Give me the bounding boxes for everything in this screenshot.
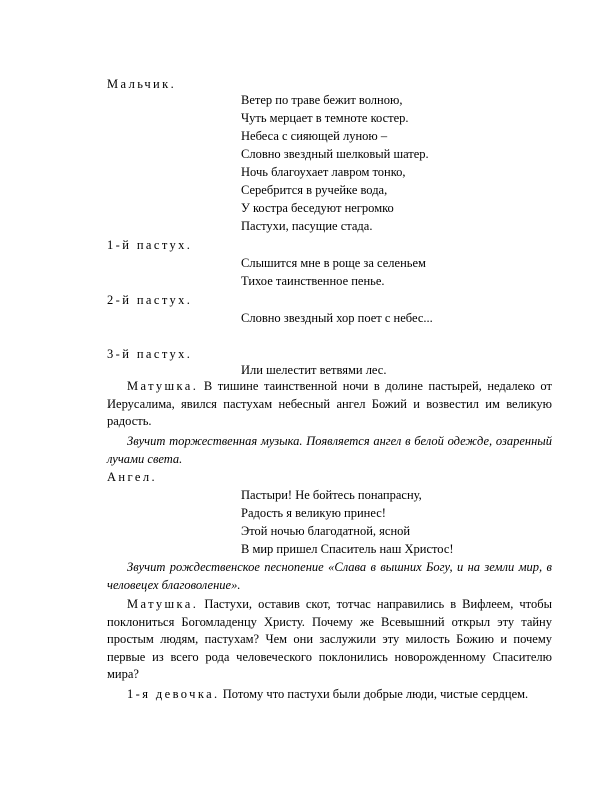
verse-line: Чуть мерцает в темноте костер. xyxy=(241,111,409,125)
speaker-shepherd-2: 2-й пастух. xyxy=(107,293,193,307)
speaker-shepherd-1: 1-й пастух. xyxy=(107,238,193,252)
stage-direction-1: Звучит торжественная музыка. Появляется ангел в белой одежде, озаренный лучами света. xyxy=(107,434,552,466)
verse-line: Ветер по траве бежит волною, xyxy=(241,93,403,107)
verse-line: В мир пришел Спаситель наш Христос! xyxy=(241,542,454,556)
verse-line: Словно звездный шелковый шатер. xyxy=(241,147,429,161)
paragraph-text: Потому что пастухи были добрые люди, чистые сердцем. xyxy=(219,687,529,701)
verse-line: Радость я великую принес! xyxy=(241,506,386,520)
verse-line: Небеса с сияющей луною – xyxy=(241,129,388,143)
speaker-angel: Ангел. xyxy=(107,470,157,484)
speaker-shepherd-3: 3-й пастух. xyxy=(107,347,193,361)
mother-paragraph-2 xyxy=(107,596,552,684)
verse-line: Пастыри! Не бойтесь понапрасну, xyxy=(241,488,422,502)
verse-line: Тихое таинственное пенье. xyxy=(241,274,385,288)
verse-line: У костра беседуют негромко xyxy=(241,201,394,215)
paragraph-text: Пастухи, оставив скот, тотчас направились в Вифлеем, чтобы поклониться Богомладенцу Христу. Почему же Всевышний открыл эту тайну простым людям, пастухам? Чем они заслужили эту милость Божию и почему первые из всего рода человеческого поклонились новорожденному Спасителю мира? xyxy=(107,597,552,681)
mother-paragraph-1 xyxy=(107,378,552,431)
stage-direction-2: Звучит рождественское песнопение «Слава в вышних Богу, и на земли мир, в человецех благоволение». xyxy=(107,560,552,592)
verse-line: Пастухи, пасущие стада. xyxy=(241,219,373,233)
speaker-girl-1: 1-я девочка. xyxy=(127,687,220,701)
speaker-mother: Матушка. xyxy=(127,597,199,611)
speaker-boy: Мальчик. xyxy=(107,77,177,91)
verse-line: Серебрится в ручейке вода, xyxy=(241,183,388,197)
paragraph-text: В тишине таинственной ночи в долине пастырей, недалеко от Иерусалима, явился пастухам небесный ангел Божий и возвестил им великую радость. xyxy=(107,379,552,428)
verse-line: Слышится мне в роще за селеньем xyxy=(241,256,426,270)
verse-line: Ночь благоухает лавром тонко, xyxy=(241,165,406,179)
girl-paragraph-1 xyxy=(107,686,552,704)
speaker-mother: Матушка. xyxy=(127,379,199,393)
verse-line: Или шелестит ветвями лес. xyxy=(241,363,387,377)
verse-line: Этой ночью благодатной, ясной xyxy=(241,524,411,538)
verse-line: Словно звездный хор поет с небес... xyxy=(241,311,433,325)
